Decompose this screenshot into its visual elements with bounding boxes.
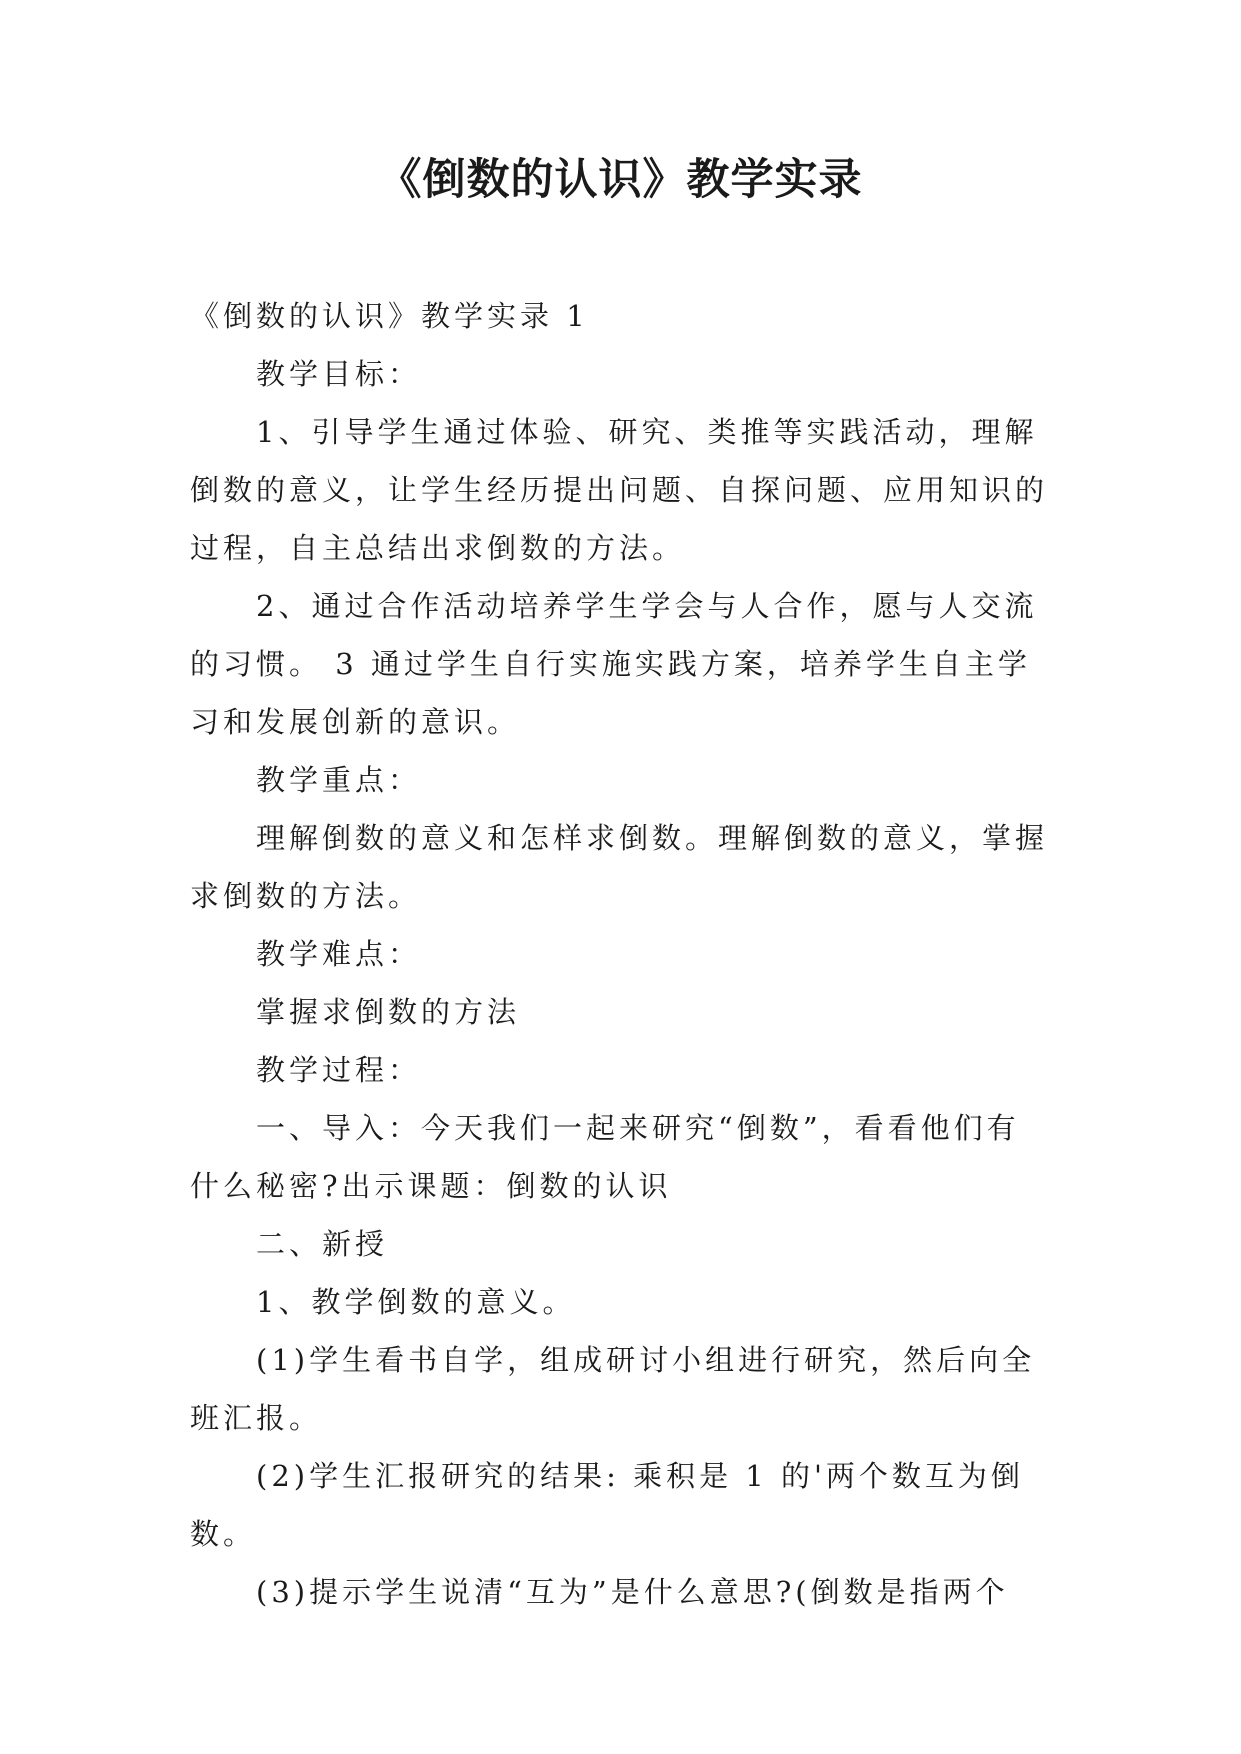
paragraph: 二、新授: [256, 1227, 389, 1261]
paragraph: (1)学生看书自学，组成研讨小组进行研究，然后向全班汇报。: [190, 1343, 1036, 1435]
paragraph: 教学目标：: [256, 357, 422, 391]
paragraph: 教学难点：: [256, 937, 422, 971]
paragraph: 2、通过合作活动培养学生学会与人合作，愿与人交流的习惯。 3 通过学生自行实施实践方案，培养学生自主学习和发展创新的意识。: [190, 589, 1038, 739]
paragraph: 掌握求倒数的方法: [256, 995, 521, 1029]
paragraph: 教学过程：: [256, 1053, 422, 1087]
paragraph: 《倒数的认识》教学实录 1: [190, 299, 589, 333]
document-title: 《倒数的认识》教学实录: [378, 155, 863, 205]
paragraph: 理解倒数的意义和怎样求倒数。理解倒数的意义，掌握求倒数的方法。: [190, 821, 1049, 913]
document-body: [190, 287, 1052, 1621]
paragraph: 1、引导学生通过体验、研究、类推等实践活动，理解倒数的意义，让学生经历提出问题、自探问题、应用知识的过程，自主总结出求倒数的方法。: [190, 415, 1049, 565]
paragraph: 一、导入：今天我们一起来研究“倒数”，看看他们有什么秘密?出示课题：倒数的认识: [190, 1111, 1020, 1203]
paragraph: 教学重点：: [256, 763, 422, 797]
paragraph: (2)学生汇报研究的结果: 乘积是 1 的'两个数互为倒数。: [190, 1459, 1024, 1551]
paragraph: 1、教学倒数的意义。: [256, 1285, 576, 1319]
paragraph: (3)提示学生说清“互为”是什么意思?(倒数是指两个: [256, 1575, 1009, 1609]
